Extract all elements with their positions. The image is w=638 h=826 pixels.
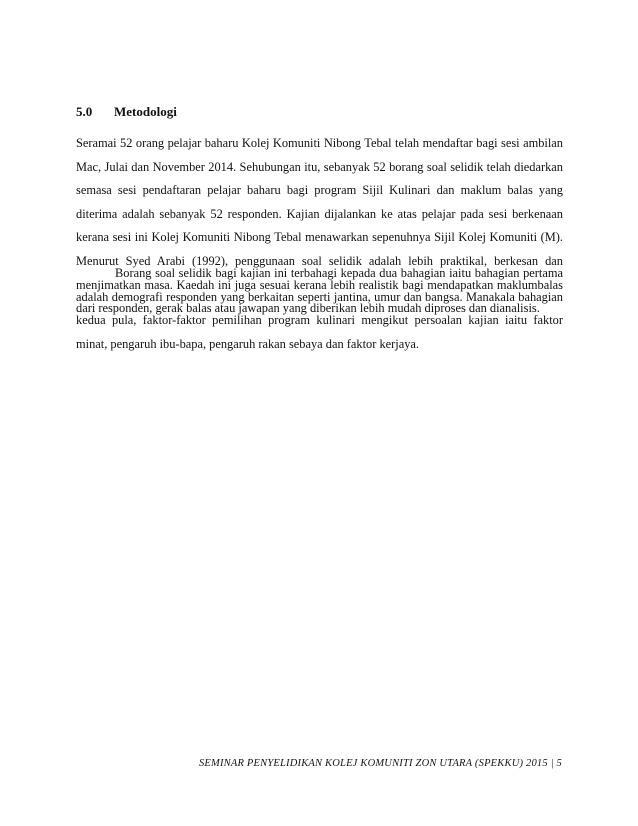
body-paragraph-2: Borang soal selidik bagi kajian ini terbahagi kepada dua bahagian iaitu bahagian pertama adalah demografi responden yang berkaitan seperti jantina, umur dan bangsa. Manakala bahagian kedua pula, faktor-faktor pemilihan program kulinari mengikut persoalan kajian iaitu faktor minat, pengaruh ibu-bapa, pengaruh rakan sebaya dan faktor kerjaya. [76,266,563,351]
section-heading [76,104,177,120]
section-title: Metodologi [114,104,177,119]
body-paragraph-1: Seramai 52 orang pelajar baharu Kolej Komuniti Nibong Tebal telah mendaftar bagi sesi ambilan Mac, Julai dan November 2014. Sehubungan itu, sebanyak 52 borang soal selidik telah diedarkan semasa sesi pendaftaran pelajar baharu bagi program Sijil Kulinari dan maklum balas yang diterima adalah sebanyak 52 responden. Kajian dijalankan ke atas pelajar pada sesi berkenaan kerana sesi ini Kolej Komuniti Nibong Tebal menawarkan sepenuhnya Sijil Kolej Komuniti (M). Menurut Syed Arabi (1992), penggunaan soal selidik adalah lebih praktikal, berkesan dan menjimatkan masa. Kaedah ini juga sesuai kerana lebih realistik bagi mendapatkan maklumbalas dari responden, gerak balas atau jawapan yang diberikan lebih mudah diproses dan dianalisis. [76,136,563,316]
section-number: 5.0 [76,104,93,119]
page-footer: SEMINAR PENYELIDIKAN KOLEJ KOMUNITI ZON UTARA (SPEKKU) 2015 | 5 [198,758,562,769]
